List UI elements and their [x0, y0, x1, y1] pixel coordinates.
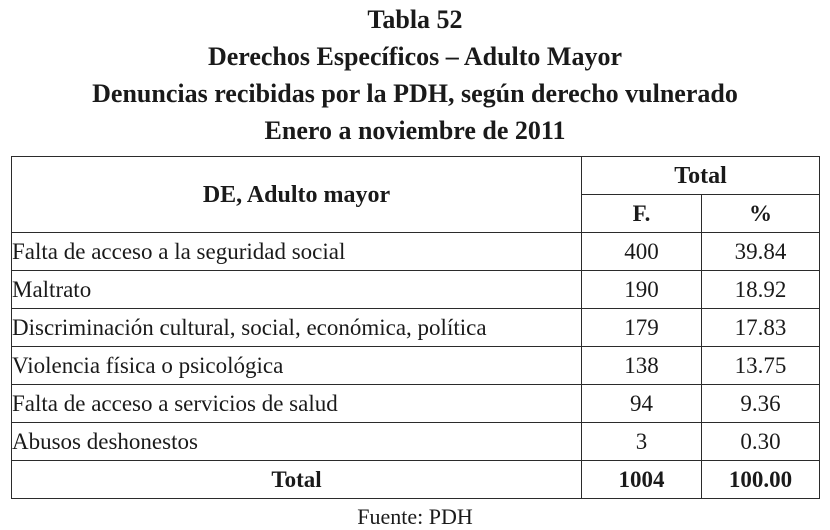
row-frequency: 179: [582, 309, 702, 347]
table-subject: Derechos Específicos – Adulto Mayor: [207, 42, 623, 71]
row-percent: 13.75: [702, 347, 820, 385]
header-total-group: Total: [582, 157, 820, 195]
row-label: Maltrato: [12, 271, 582, 309]
table-title-block: [0, 0, 830, 149]
table-description: Denuncias recibidas por la PDH, según derecho vulnerado: [92, 79, 738, 108]
row-percent: 9.36: [702, 385, 820, 423]
row-label: Discriminación cultural, social, económica, política: [12, 309, 582, 347]
table-row: [12, 233, 820, 271]
row-frequency: 138: [582, 347, 702, 385]
table-number: Tabla 52: [367, 5, 463, 34]
total-frequency: 1004: [582, 461, 702, 499]
table-period: Enero a noviembre de 2011: [264, 116, 566, 145]
row-frequency: 190: [582, 271, 702, 309]
row-percent: 39.84: [702, 233, 820, 271]
complaints-table: [11, 156, 820, 499]
row-label: Falta de acceso a servicios de salud: [12, 385, 582, 423]
row-label: Falta de acceso a la seguridad social: [12, 233, 582, 271]
header-frequency: F.: [582, 195, 702, 233]
row-percent: 17.83: [702, 309, 820, 347]
row-frequency: 400: [582, 233, 702, 271]
table-row: [12, 309, 820, 347]
row-percent: 0.30: [702, 423, 820, 461]
table-row: [12, 271, 820, 309]
table-header-row: [12, 157, 820, 195]
table-row: [12, 423, 820, 461]
row-label: Violencia física o psicológica: [12, 347, 582, 385]
header-percent: %: [702, 195, 820, 233]
row-frequency: 3: [582, 423, 702, 461]
table-row: [12, 385, 820, 423]
row-frequency: 94: [582, 385, 702, 423]
row-percent: 18.92: [702, 271, 820, 309]
row-label: Abusos deshonestos: [12, 423, 582, 461]
total-percent: 100.00: [702, 461, 820, 499]
total-label: Total: [12, 461, 582, 499]
table-row: [12, 347, 820, 385]
table-total-row: [12, 461, 820, 499]
source-note: Fuente: PDH: [357, 504, 473, 529]
header-right-category: DE, Adulto mayor: [12, 157, 582, 233]
